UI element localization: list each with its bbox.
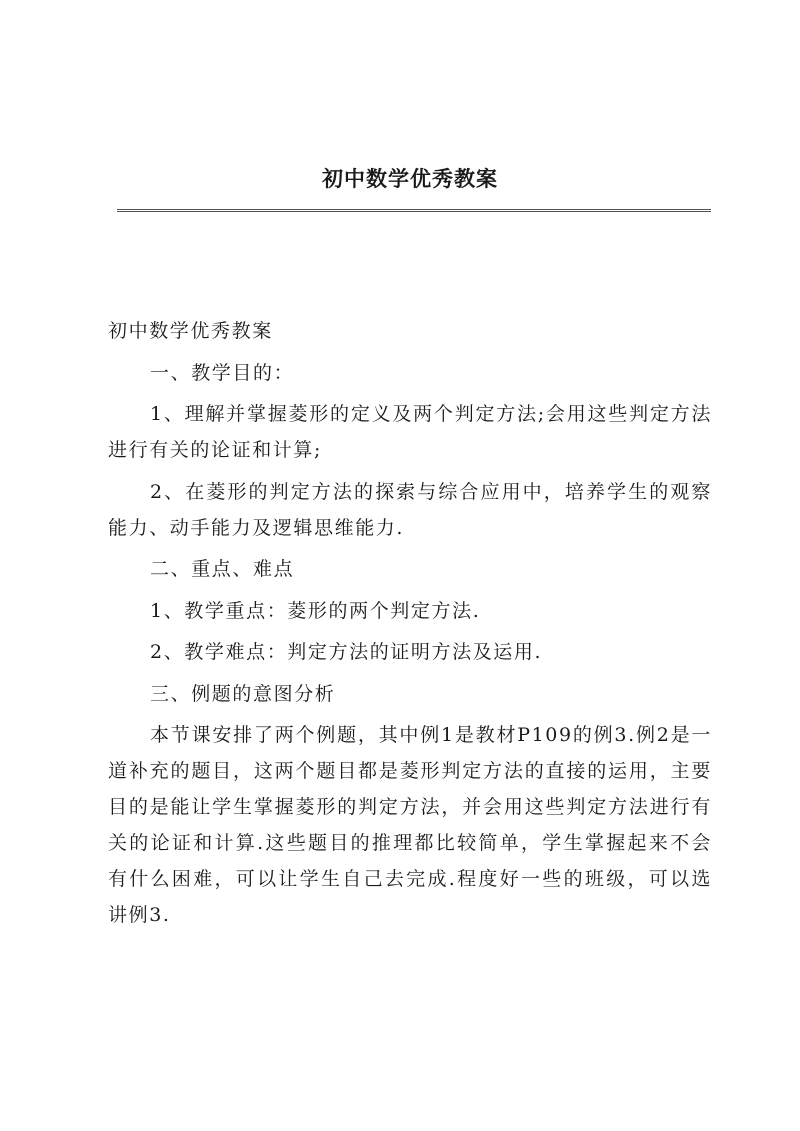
header-title: 初中数学优秀教案	[322, 166, 498, 191]
key-point-item-2: 2、教学难点：判定方法的证明方法及运用.	[150, 641, 543, 663]
section-heading-key-points: 二、重点、难点	[150, 558, 295, 580]
objective-item-1: 1、理解并掌握菱形的定义及两个判定方法;会用这些判定方法进行有关的论证和计算;	[108, 403, 712, 461]
section-heading-examples: 三、例题的意图分析	[150, 682, 336, 705]
body-heading: 初中数学优秀教案	[108, 320, 273, 342]
key-point-item-1: 1、教学重点：菱形的两个判定方法.	[150, 599, 481, 622]
objective-item-2: 2、在菱形的判定方法的探索与综合应用中，培养学生的观察能力、动手能力及逻辑思维能力.	[108, 480, 712, 539]
header-divider	[117, 209, 711, 212]
examples-paragraph: 本节课安排了两个例题，其中例1是教材P109的例3.例2是一道补充的题目，这两个题目都是菱形判定方法的直接的运用，主要目的是能让学生掌握菱形的判定方法，并会用这些判定方法进行有关的论证和计算.这些题目的推理都比较简单，学生掌握起来不会有什么困难，可以让学生自己去完成.程度好一些的班级，可以选讲例3.	[108, 724, 712, 926]
section-heading-objectives: 一、教学目的：	[150, 361, 295, 384]
document-body	[108, 313, 712, 939]
